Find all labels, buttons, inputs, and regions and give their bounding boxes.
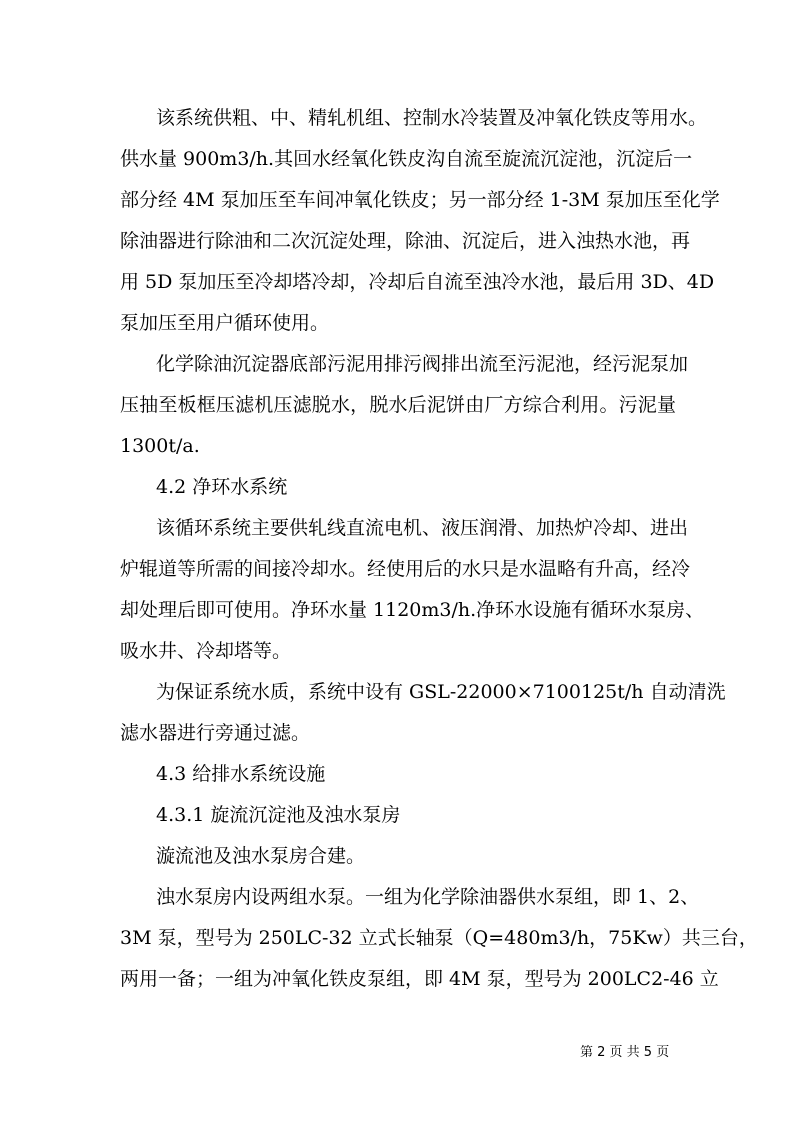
paragraph-line: 浊水泵房内设两组水泵。一组为化学除油器供水泵组，即 1、2、 xyxy=(156,886,700,908)
paragraph-line: 泵加压至用户循环使用。 xyxy=(120,312,330,334)
paragraph-line: 两用一备；一组为冲氧化铁皮泵组，即 4M 泵，型号为 200LC2-46 立 xyxy=(120,968,719,990)
paragraph-line: 供水量 900m3/h.其回水经氧化铁皮沟自流至旋流沉淀池，沉淀后一 xyxy=(120,148,693,170)
paragraph-line: 3M 泵，型号为 250LC-32 立式长轴泵（Q=480m3/h，75Kw）共三台， xyxy=(120,927,758,949)
paragraph-line: 为保证系统水质，系统中设有 GSL-22000×7100125t/h 自动清洗 xyxy=(156,681,726,703)
paragraph-line: 却处理后即可使用。净环水量 1120m3/h.净环水设施有循环水泵房、 xyxy=(120,599,705,621)
paragraph-line: 漩流池及浊水泵房合建。 xyxy=(156,845,366,867)
paragraph-line: 炉辊道等所需的间接冷却水。经使用后的水只是水温略有升高，经冷 xyxy=(120,558,691,580)
paragraph-line: 该系统供粗、中、精轧机组、控制水冷装置及冲氧化铁皮等用水。 xyxy=(156,107,708,129)
section-heading: 4.2 净环水系统 xyxy=(156,476,288,498)
paragraph-line: 部分经 4M 泵加压至车间冲氧化铁皮；另一部分经 1-3M 泵加压至化学 xyxy=(120,189,720,211)
document-body xyxy=(120,98,758,1000)
paragraph-line: 滤水器进行旁通过滤。 xyxy=(120,722,311,744)
paragraph-line: 吸水井、冷却塔等。 xyxy=(120,640,292,662)
paragraph-line: 用 5D 泵加压至冷却塔冷却，冷却后自流至浊冷水池，最后用 3D、4D xyxy=(120,271,715,293)
paragraph-line: 除油器进行除油和二次沉淀处理，除油、沉淀后，进入浊热水池，再 xyxy=(120,230,691,252)
paragraph-line: 该循环系统主要供轧线直流电机、液压润滑、加热炉冷却、进出 xyxy=(156,517,689,539)
paragraph-line: 压抽至板框压滤机压滤脱水，脱水后泥饼由厂方综合利用。污泥量 xyxy=(120,394,676,416)
paragraph-line: 化学除油沉淀器底部污泥用排污阀排出流至污泥池，经污泥泵加 xyxy=(156,353,689,375)
section-heading: 4.3 给排水系统设施 xyxy=(156,763,326,785)
page-number-footer: 第 2 页 共 5 页 xyxy=(580,1045,670,1060)
paragraph-line: 1300t/a. xyxy=(120,435,200,457)
subsection-heading: 4.3.1 旋流沉淀池及浊水泵房 xyxy=(156,804,401,826)
